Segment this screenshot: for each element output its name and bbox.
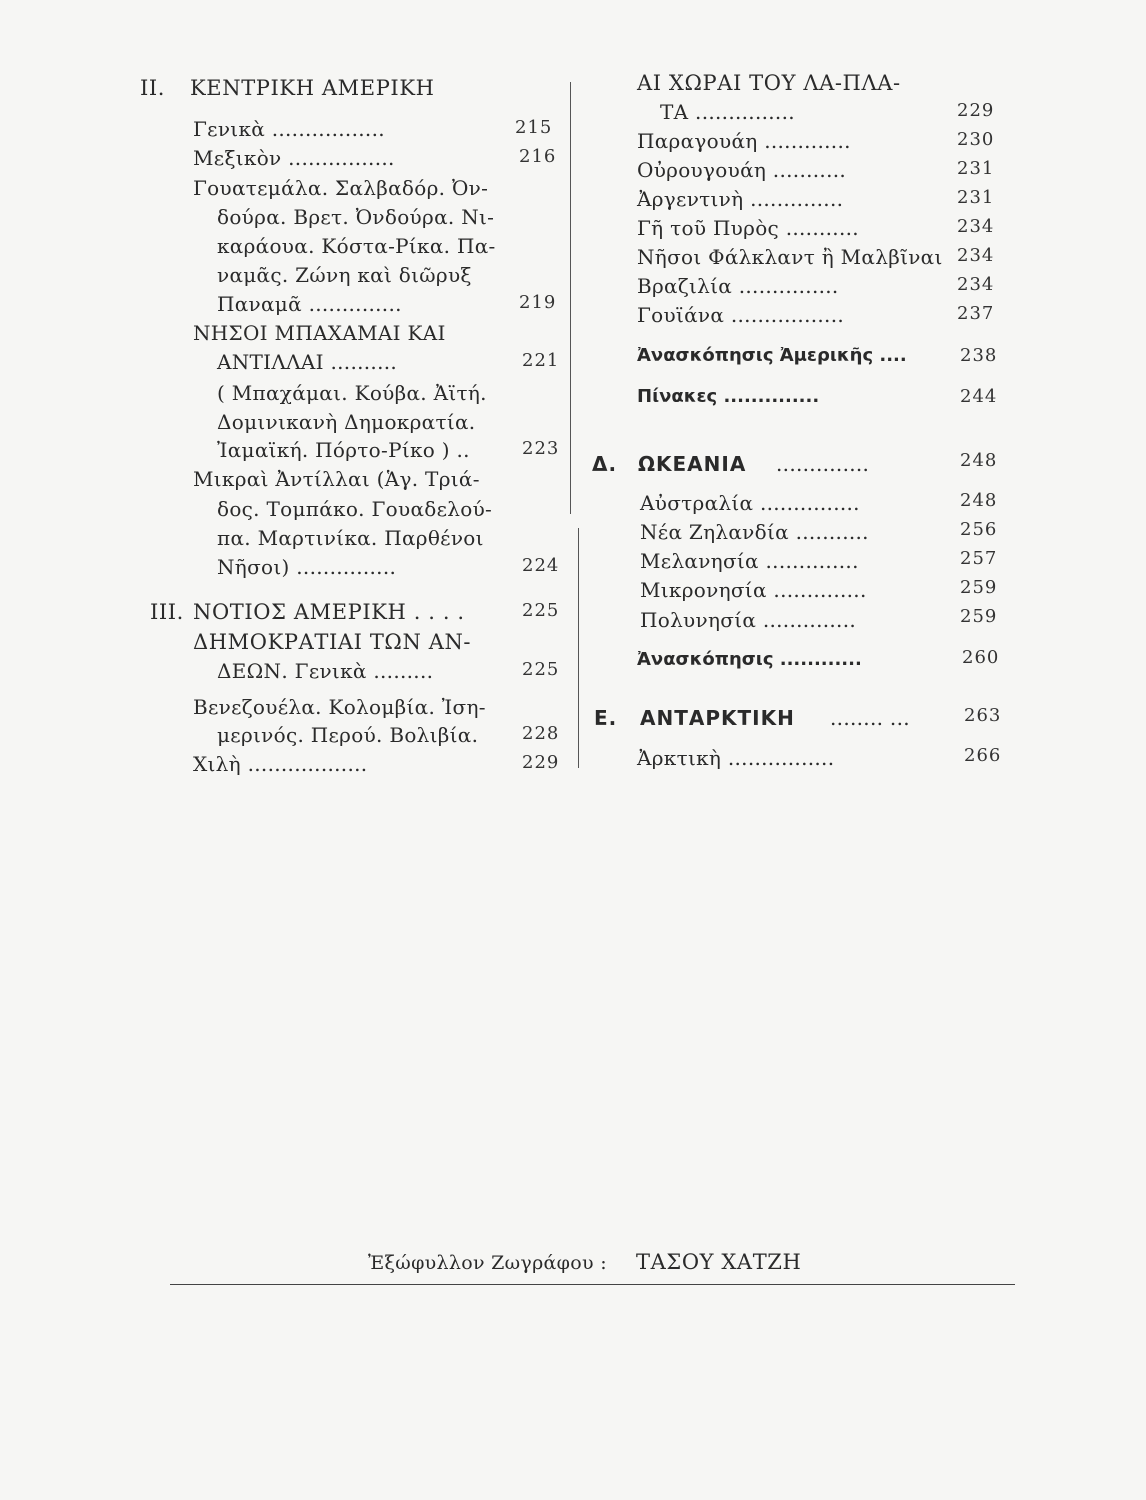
toc-entry: Ἰαμαϊκή. Πόρτο-Ρίκο ) .. (217, 438, 470, 462)
toc-entry: Γενικὰ ................. (193, 117, 385, 141)
toc-page: 259 (960, 577, 998, 598)
section-title: ΑΝΤΑΡΚΤΙΚΗ (640, 706, 795, 730)
toc-page: 219 (519, 292, 557, 313)
toc-page: 228 (522, 723, 560, 744)
toc-page: 225 (522, 659, 560, 680)
toc-entry: ΝΗΣΟΙ ΜΠΑΧΑΜΑΙ ΚΑΙ (193, 321, 446, 345)
column-divider (570, 82, 571, 514)
review-entry: Ἀνασκόπησις ............ (637, 649, 862, 670)
toc-page: 229 (957, 100, 995, 121)
toc-entry: πα. Μαρτινίκα. Παρθένοι (217, 526, 484, 550)
leader-dots: ........ ... (830, 706, 910, 730)
section-title: ΚΕΝΤΡΙΚΗ ΑΜΕΡΙΚΗ (190, 76, 435, 100)
toc-page: 231 (957, 158, 995, 179)
toc-page: 216 (519, 146, 557, 167)
toc-entry: Παραγουάη ............. (637, 129, 851, 153)
section-number: Ε. (594, 706, 618, 730)
toc-entry: ΔΗΜΟΚΡΑΤΙΑΙ ΤΩΝ ΑΝ- (193, 630, 472, 654)
toc-page: 238 (960, 345, 998, 366)
cover-credit-label: Ἐξώφυλλον Ζωγράφου : (368, 1252, 607, 1274)
toc-page: 223 (522, 438, 560, 459)
section-number: II. (140, 76, 166, 100)
toc-page: 263 (964, 705, 1002, 726)
section-title: ΝΟΤΙΟΣ ΑΜΕΡΙΚΗ . . . . (193, 600, 465, 624)
toc-page: 266 (964, 745, 1002, 766)
column-divider (578, 528, 579, 768)
toc-entry: Οὐρουγουάη ........... (637, 158, 847, 182)
toc-entry: ΤΑ ............... (660, 100, 795, 124)
cover-artist-name: ΤΑΣΟΥ ΧΑΤΖΗ (636, 1250, 802, 1274)
toc-entry: καράουα. Κόστα-Ρίκα. Πα- (217, 234, 496, 258)
tables-entry: Πίνακες .............. (637, 386, 820, 407)
toc-entry: Αὐστραλία ............... (640, 491, 860, 515)
toc-entry: Γῆ τοῦ Πυρὸς ........... (637, 216, 859, 240)
toc-entry: Νῆσοι Φάλκλαντ ἢ Μαλβῖναι (637, 245, 943, 269)
toc-page: 234 (957, 216, 995, 237)
footer-rule (170, 1284, 1015, 1285)
toc-page: 259 (960, 606, 998, 627)
toc-entry: ( Μπαχάμαι. Κούβα. Ἀϊτή. (217, 381, 487, 405)
toc-entry: Μεξικὸν ................ (193, 146, 395, 170)
toc-page: 231 (957, 187, 995, 208)
toc-entry: Μικραὶ Ἀντίλλαι (Ἁγ. Τριά- (193, 467, 480, 491)
toc-page: 256 (960, 519, 998, 540)
toc-entry: μερινός. Περού. Βολιβία. (217, 723, 479, 747)
toc-page: 237 (957, 303, 995, 324)
toc-entry: Γουατεμάλα. Σαλβαδόρ. Ὀν- (193, 176, 489, 200)
toc-entry: Νέα Ζηλανδία ........... (640, 520, 869, 544)
section-number: III. (150, 600, 184, 624)
toc-entry: Μελανησία .............. (640, 549, 859, 573)
toc-entry: ΑΝΤΙΛΛΑΙ .......... (217, 350, 398, 374)
toc-page: 257 (960, 548, 998, 569)
toc-entry: Δομινικανὴ Δημοκρατία. (217, 410, 476, 434)
toc-page: 224 (522, 555, 560, 576)
toc-entry: Ἀρκτικὴ ................ (637, 746, 835, 770)
toc-page: 234 (957, 274, 995, 295)
toc-entry: Ἀργεντινὴ .............. (637, 187, 844, 211)
toc-entry: Νῆσοι) ............... (217, 555, 397, 579)
toc-entry: ναμᾶς. Ζώνη καὶ διῶρυξ (217, 263, 472, 287)
leader-dots: .............. (776, 452, 870, 476)
toc-page: 229 (522, 752, 560, 773)
toc-entry: Γουϊάνα ................. (637, 303, 845, 327)
toc-page: 248 (960, 450, 998, 471)
toc-entry: ΑΙ ΧΩΡΑΙ ΤΟΥ ΛΑ-ΠΛΑ- (637, 71, 901, 95)
toc-page: 225 (522, 600, 560, 621)
toc-entry: δούρα. Βρετ. Ὀνδούρα. Νι- (217, 205, 495, 229)
toc-page: 234 (957, 245, 995, 266)
toc-entry: Βραζιλία ............... (637, 274, 839, 298)
section-title: ΩΚΕΑΝΙΑ (638, 452, 747, 476)
toc-page: 215 (515, 117, 553, 138)
toc-entry: δος. Τομπάκο. Γουαδελού- (217, 497, 493, 521)
toc-entry: Μικρονησία .............. (640, 578, 867, 602)
toc-entry: ΔΕΩΝ. Γενικὰ ......... (217, 659, 434, 683)
toc-entry: Χιλὴ .................. (193, 752, 368, 776)
toc-entry: Παναμᾶ .............. (217, 292, 402, 316)
toc-page: 230 (957, 129, 995, 150)
toc-entry: Πολυνησία .............. (640, 608, 857, 632)
toc-page: 248 (960, 490, 998, 511)
toc-entry: Βενεζουέλα. Κολομβία. Ἰση- (193, 695, 486, 719)
toc-page: 244 (960, 386, 998, 407)
review-entry: Ἀνασκόπησις Ἀμερικῆς .... (637, 345, 907, 366)
toc-page: 221 (522, 350, 560, 371)
toc-page: 260 (962, 647, 1000, 668)
section-number: Δ. (592, 452, 618, 476)
